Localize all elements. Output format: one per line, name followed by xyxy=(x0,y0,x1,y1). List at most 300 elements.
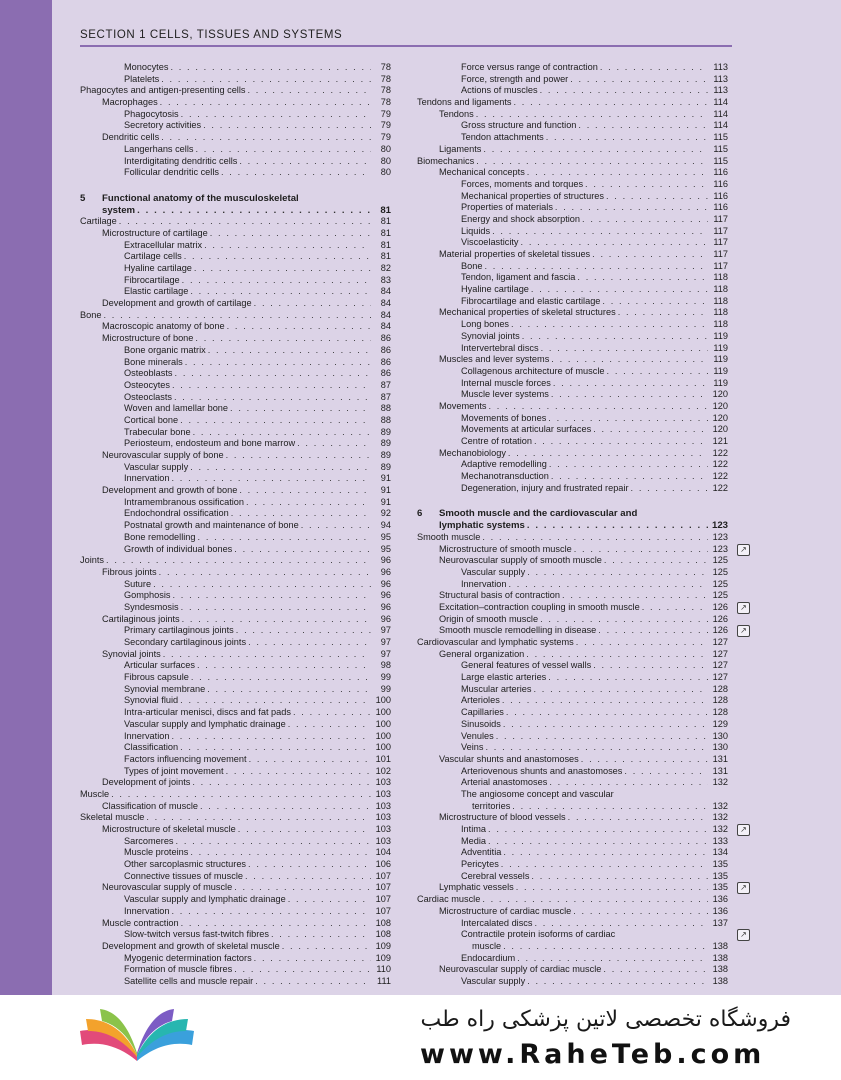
toc-entry-title: Types of joint movement xyxy=(124,765,224,776)
toc-entry[interactable] xyxy=(80,789,391,801)
toc-entry[interactable] xyxy=(417,976,728,988)
toc-page-number: 131 xyxy=(712,765,728,776)
toc-entry[interactable] xyxy=(417,436,728,448)
toc-entry[interactable] xyxy=(417,85,728,97)
dot-leader xyxy=(602,296,708,308)
dot-leader xyxy=(230,403,371,415)
toc-entry-title: Centre of rotation xyxy=(461,436,532,446)
toc-entry-title: Neurovascular supply of bone xyxy=(102,450,224,460)
toc-entry-title: Intramembranous ossification xyxy=(124,496,245,507)
toc-entry[interactable] xyxy=(80,847,391,859)
toc-entry[interactable] xyxy=(80,497,391,509)
toc-entry[interactable] xyxy=(80,62,391,74)
dot-leader xyxy=(182,614,371,626)
toc-entry[interactable] xyxy=(80,544,391,556)
toc-entry[interactable] xyxy=(417,378,728,390)
toc-entry[interactable] xyxy=(417,448,728,460)
toc-page-number: 103 xyxy=(375,777,391,788)
toc-entry[interactable] xyxy=(80,144,391,156)
toc-entry[interactable] xyxy=(80,120,391,132)
dot-leader xyxy=(548,672,708,684)
online-content-icon[interactable]: ↗ xyxy=(737,824,750,836)
toc-entry-title: Classification xyxy=(124,742,179,753)
toc-entry-title: Neurovascular supply of muscle xyxy=(102,882,233,893)
toc-entry[interactable] xyxy=(80,602,391,614)
toc-entry-title: Structural basis of contraction xyxy=(439,590,561,601)
toc-page-number: 86 xyxy=(380,368,391,379)
toc-page-number: 117 xyxy=(713,237,728,248)
toc-entry-title: Innervation xyxy=(124,905,170,916)
toc-entry[interactable] xyxy=(417,354,728,366)
dot-leader xyxy=(175,368,371,380)
toc-page-number: 118 xyxy=(713,272,728,283)
toc-entry[interactable] xyxy=(417,894,728,906)
toc-entry[interactable] xyxy=(417,567,728,579)
toc-entry[interactable] xyxy=(417,307,728,319)
toc-entry-title: Smooth muscle remodelling in disease xyxy=(439,625,597,636)
toc-entry[interactable] xyxy=(80,298,391,310)
toc-entry[interactable] xyxy=(417,520,728,532)
dot-leader xyxy=(593,424,708,436)
toc-entry[interactable] xyxy=(417,953,728,965)
toc-page-number: 81 xyxy=(380,227,391,238)
toc-page-number: 131 xyxy=(712,753,728,764)
dot-leader xyxy=(282,941,371,953)
toc-entry[interactable] xyxy=(80,894,391,906)
chapter-number: 5 xyxy=(80,192,86,204)
dot-leader xyxy=(234,964,371,976)
toc-entry[interactable] xyxy=(417,62,728,74)
section-header: SECTION 1 CELLS, TISSUES AND SYSTEMS xyxy=(80,29,343,41)
toc-entry[interactable] xyxy=(80,462,391,474)
toc-entry[interactable] xyxy=(417,167,728,179)
toc-page-number: 129 xyxy=(712,718,728,729)
dot-leader xyxy=(533,684,708,696)
toc-entry[interactable] xyxy=(417,660,728,672)
toc-entry[interactable] xyxy=(80,953,391,965)
toc-page-number: 109 xyxy=(375,940,391,951)
toc-entry[interactable] xyxy=(80,976,391,988)
toc-entry[interactable] xyxy=(80,555,391,567)
toc-entry[interactable] xyxy=(417,191,728,203)
toc-entry[interactable] xyxy=(417,543,747,556)
online-content-icon[interactable]: ↗ xyxy=(737,929,750,941)
toc-entry[interactable] xyxy=(417,132,728,144)
dot-leader xyxy=(512,801,708,813)
dot-leader xyxy=(254,953,371,965)
toc-page-number: 87 xyxy=(380,391,391,402)
toc-entry[interactable] xyxy=(80,766,391,778)
toc-entry-title: Fibrous capsule xyxy=(124,672,189,683)
toc-entry[interactable] xyxy=(417,964,728,976)
online-content-icon[interactable]: ↗ xyxy=(737,882,750,894)
toc-page-number: 87 xyxy=(380,379,391,390)
toc-entry-title: Muscle lever systems xyxy=(461,389,549,400)
toc-entry[interactable] xyxy=(417,424,728,436)
toc-entry-title: Innervation xyxy=(124,473,170,484)
toc-page-number: 88 xyxy=(380,403,391,414)
dot-leader xyxy=(592,249,708,261)
toc-page-number: 118 xyxy=(713,284,728,295)
toc-entry[interactable] xyxy=(417,824,747,836)
toc-entry[interactable] xyxy=(80,742,391,754)
toc-entry[interactable] xyxy=(417,801,728,813)
toc-entry[interactable] xyxy=(417,672,728,684)
toc-page-number: 126 xyxy=(712,613,728,624)
toc-entry[interactable] xyxy=(80,695,391,707)
dot-leader xyxy=(482,894,708,906)
toc-entry[interactable] xyxy=(417,74,728,86)
toc-entry-title: Ligaments xyxy=(439,143,482,154)
toc-page-number: 106 xyxy=(375,859,391,870)
toc-entry[interactable] xyxy=(80,707,391,719)
toc-entry-title: territories xyxy=(472,800,511,811)
toc-entry-title: Tendons and ligaments xyxy=(417,97,512,108)
toc-entry[interactable] xyxy=(417,707,728,719)
online-content-icon[interactable]: ↗ xyxy=(737,625,750,637)
toc-entry[interactable] xyxy=(417,555,728,567)
toc-entry-title: Cardiac muscle xyxy=(417,894,481,905)
toc-entry[interactable] xyxy=(80,731,391,743)
toc-entry-title: Excitation–contraction coupling in smooth muscle xyxy=(439,601,640,612)
toc-entry[interactable] xyxy=(80,333,391,345)
toc-entry[interactable] xyxy=(80,929,391,941)
toc-entry[interactable] xyxy=(80,508,391,520)
toc-page-number: 103 xyxy=(375,835,391,846)
toc-entry[interactable] xyxy=(80,485,391,497)
toc-entry[interactable] xyxy=(417,214,728,226)
toc-entry[interactable] xyxy=(80,649,391,661)
dot-leader xyxy=(103,310,371,322)
toc-entry-title: Vascular supply and lymphatic drainage xyxy=(124,894,286,905)
toc-entry[interactable] xyxy=(417,483,728,495)
toc-entry[interactable] xyxy=(417,789,728,801)
toc-entry[interactable] xyxy=(417,941,728,953)
toc-entry[interactable] xyxy=(417,590,728,602)
toc-page-number: 127 xyxy=(712,672,728,683)
toc-entry[interactable] xyxy=(80,167,391,179)
toc-entry[interactable] xyxy=(417,249,728,261)
chapter-title: Functional anatomy of the musculoskeletal xyxy=(102,192,299,204)
toc-entry[interactable] xyxy=(417,272,728,284)
toc-entry[interactable] xyxy=(80,216,391,228)
toc-entry-title: Development of joints xyxy=(102,777,191,788)
toc-page-number: 117 xyxy=(713,213,728,224)
toc-entry[interactable] xyxy=(80,672,391,684)
toc-entry[interactable] xyxy=(417,156,728,168)
toc-page-number: 96 xyxy=(380,601,391,612)
toc-entry[interactable] xyxy=(80,579,391,591)
toc-entry[interactable] xyxy=(80,427,391,439)
toc-entry[interactable] xyxy=(80,132,391,144)
toc-entry[interactable] xyxy=(80,836,391,848)
toc-entry[interactable] xyxy=(417,319,728,331)
toc-entry[interactable] xyxy=(80,801,391,813)
dot-leader xyxy=(203,120,371,132)
toc-page-number: 104 xyxy=(375,847,391,858)
toc-entry[interactable] xyxy=(417,284,728,296)
dot-leader xyxy=(195,144,371,156)
dot-leader xyxy=(521,237,708,249)
toc-entry[interactable] xyxy=(417,847,728,859)
toc-entry[interactable] xyxy=(80,812,391,824)
toc-entry[interactable] xyxy=(417,261,728,273)
toc-entry[interactable] xyxy=(80,625,391,637)
toc-entry[interactable] xyxy=(417,777,728,789)
toc-entry-title: The angiosome concept and vascular xyxy=(461,788,614,799)
dot-leader xyxy=(293,707,371,719)
toc-entry-title: Arterial anastomoses xyxy=(461,777,548,788)
toc-entry[interactable] xyxy=(80,906,391,918)
toc-entry[interactable] xyxy=(80,357,391,369)
toc-entry[interactable] xyxy=(417,695,728,707)
toc-entry[interactable] xyxy=(417,731,728,743)
toc-entry[interactable] xyxy=(80,871,391,883)
toc-entry-title: Cartilage cells xyxy=(124,251,182,262)
toc-entry[interactable] xyxy=(80,415,391,427)
toc-entry[interactable] xyxy=(80,590,391,602)
toc-page-number: 89 xyxy=(380,426,391,437)
toc-page-number: 116 xyxy=(713,202,728,213)
dot-leader xyxy=(540,614,708,626)
chapter-heading xyxy=(417,508,728,520)
toc-entry-title: Mechanical concepts xyxy=(439,167,525,178)
toc-entry[interactable] xyxy=(417,742,728,754)
toc-entry-title: Suture xyxy=(124,578,152,589)
toc-entry[interactable] xyxy=(80,403,391,415)
toc-entry[interactable] xyxy=(417,471,728,483)
toc-page-number: 132 xyxy=(712,812,728,823)
toc-entry[interactable] xyxy=(417,754,728,766)
toc-entry[interactable] xyxy=(417,637,728,649)
toc-entry[interactable] xyxy=(80,859,391,871)
toc-entry[interactable] xyxy=(80,368,391,380)
toc-page-number: 103 xyxy=(375,824,391,834)
toc-entry[interactable] xyxy=(80,684,391,696)
dot-leader xyxy=(184,251,371,263)
toc-entry[interactable] xyxy=(80,321,391,333)
chapter-number: 6 xyxy=(417,508,423,520)
toc-page-number: 88 xyxy=(380,414,391,425)
toc-entry-title: Bone minerals xyxy=(124,356,183,367)
toc-entry[interactable] xyxy=(80,567,391,579)
toc-page-number: 99 xyxy=(380,683,391,694)
toc-entry-title: Microstructure of cartilage xyxy=(102,227,208,238)
dot-leader xyxy=(161,74,371,86)
dot-leader xyxy=(517,953,708,965)
toc-page-number: 114 xyxy=(713,120,728,131)
open-book-logo-icon xyxy=(72,1005,202,1067)
toc-entry[interactable] xyxy=(80,286,391,298)
toc-entry[interactable] xyxy=(80,263,391,275)
toc-page-number: 97 xyxy=(380,625,391,636)
toc-entry[interactable] xyxy=(80,882,391,894)
dot-leader xyxy=(185,357,371,369)
toc-entry-title: Elastic cartilage xyxy=(124,286,189,297)
toc-entry[interactable] xyxy=(417,144,728,156)
toc-entry[interactable] xyxy=(80,637,391,649)
toc-page-number: 121 xyxy=(712,436,728,446)
toc-page-number: 89 xyxy=(380,461,391,472)
toc-entry-title: Development and growth of bone xyxy=(102,485,238,496)
toc-page-number: 96 xyxy=(380,613,391,624)
toc-page-number: 114 xyxy=(713,97,728,108)
toc-entry[interactable] xyxy=(417,401,728,413)
toc-entry[interactable] xyxy=(80,392,391,404)
toc-entry[interactable] xyxy=(417,120,728,132)
toc-entry[interactable] xyxy=(80,450,391,462)
toc-entry[interactable] xyxy=(80,156,391,168)
toc-entry[interactable] xyxy=(80,438,391,450)
toc-entry-title: Intervertebral discs xyxy=(461,342,539,353)
toc-entry[interactable] xyxy=(417,202,728,214)
toc-page-number: 123 xyxy=(711,520,728,532)
toc-entry-title: Trabecular bone xyxy=(124,426,191,437)
dot-leader xyxy=(527,976,708,988)
toc-entry[interactable] xyxy=(417,918,728,930)
dot-leader xyxy=(239,156,371,168)
toc-entry[interactable] xyxy=(417,882,747,894)
toc-page-number: 94 xyxy=(380,520,391,531)
dot-leader xyxy=(297,438,371,450)
toc-entry[interactable] xyxy=(417,579,728,591)
toc-entry[interactable] xyxy=(417,413,728,425)
toc-entry[interactable] xyxy=(80,473,391,485)
toc-entry[interactable] xyxy=(417,331,728,343)
toc-entry[interactable] xyxy=(417,625,747,637)
toc-page-number: 79 xyxy=(380,108,391,119)
dot-leader xyxy=(492,226,708,238)
toc-page-number: 130 xyxy=(712,742,728,753)
toc-entry[interactable] xyxy=(80,532,391,544)
toc-entry[interactable] xyxy=(80,520,391,532)
online-content-icon[interactable]: ↗ xyxy=(737,602,750,614)
dot-leader xyxy=(502,695,708,707)
toc-entry[interactable] xyxy=(417,459,728,471)
toc-entry[interactable] xyxy=(80,240,391,252)
header-rule xyxy=(80,45,732,47)
toc-page-number: 80 xyxy=(380,143,391,154)
dot-leader xyxy=(271,929,371,941)
toc-entry[interactable] xyxy=(80,660,391,672)
toc-entry[interactable] xyxy=(80,964,391,976)
toc-entry-title: Venules xyxy=(461,730,494,741)
toc-entry[interactable] xyxy=(80,310,391,322)
toc-entry[interactable] xyxy=(80,345,391,357)
toc-entry[interactable] xyxy=(417,766,728,778)
toc-page-number: 135 xyxy=(712,870,728,881)
toc-entry-title: Hyaline cartilage xyxy=(124,263,192,273)
toc-entry[interactable] xyxy=(417,836,728,848)
toc-entry-title: Syndesmosis xyxy=(124,601,179,612)
toc-entry[interactable] xyxy=(417,684,728,696)
dot-leader xyxy=(534,436,708,448)
toc-page-number: 128 xyxy=(712,683,728,694)
dot-leader xyxy=(137,205,371,217)
toc-entry[interactable] xyxy=(80,754,391,766)
toc-page-number: 135 xyxy=(712,859,728,870)
toc-entry[interactable] xyxy=(80,380,391,392)
toc-entry[interactable] xyxy=(417,614,728,626)
toc-page-number: 100 xyxy=(375,695,391,706)
toc-entry-title: Skeletal muscle xyxy=(80,812,145,823)
dot-leader xyxy=(573,906,708,918)
toc-entry[interactable] xyxy=(80,777,391,789)
toc-entry[interactable] xyxy=(80,275,391,287)
toc-entry[interactable] xyxy=(80,941,391,953)
toc-entry[interactable] xyxy=(417,929,747,941)
toc-entry-title: Muscles and lever systems xyxy=(439,354,550,365)
toc-page-number: 122 xyxy=(712,459,728,470)
toc-entry[interactable] xyxy=(417,237,728,249)
toc-entry[interactable] xyxy=(80,109,391,121)
dot-leader xyxy=(562,590,708,602)
toc-entry[interactable] xyxy=(417,179,728,191)
toc-page-number: 78 xyxy=(380,85,391,96)
toc-entry[interactable] xyxy=(417,719,728,731)
toc-entry[interactable] xyxy=(417,343,728,355)
toc-entry-title: Microstructure of cardiac muscle xyxy=(439,905,572,916)
dot-leader xyxy=(174,392,371,404)
toc-entry[interactable] xyxy=(80,614,391,626)
toc-entry[interactable] xyxy=(417,812,728,824)
toc-entry-title: Mechanobiology xyxy=(439,447,506,458)
toc-entry-title: Actions of muscles xyxy=(461,85,538,96)
dot-leader xyxy=(553,378,708,390)
toc-entry-title: Arterioles xyxy=(461,695,500,706)
toc-entry[interactable] xyxy=(80,205,391,217)
toc-entry[interactable] xyxy=(417,366,728,378)
toc-entry[interactable] xyxy=(417,97,728,109)
toc-entry[interactable] xyxy=(80,251,391,263)
dot-leader xyxy=(236,625,371,637)
toc-entry[interactable] xyxy=(80,918,391,930)
dot-leader xyxy=(197,660,371,672)
dot-leader xyxy=(568,812,708,824)
dot-leader xyxy=(618,307,708,319)
toc-entry[interactable] xyxy=(80,97,391,109)
toc-entry[interactable] xyxy=(417,649,728,661)
toc-page-number: 92 xyxy=(380,508,391,519)
toc-entry[interactable] xyxy=(80,85,391,97)
toc-entry[interactable] xyxy=(417,601,747,614)
toc-entry[interactable] xyxy=(417,906,728,918)
dot-leader xyxy=(288,719,371,731)
toc-entry-title: Development and growth of cartilage xyxy=(102,298,252,309)
toc-page-number: 78 xyxy=(380,62,391,72)
toc-entry[interactable] xyxy=(417,871,728,883)
toc-page-number: 117 xyxy=(713,249,728,259)
toc-entry[interactable] xyxy=(417,532,728,544)
toc-entry[interactable] xyxy=(417,226,728,238)
toc-entry[interactable] xyxy=(80,824,391,836)
toc-entry-title: Pericytes xyxy=(461,859,499,870)
toc-entry[interactable] xyxy=(417,296,728,308)
dot-leader xyxy=(119,216,371,228)
toc-entry[interactable] xyxy=(417,389,728,401)
toc-entry[interactable] xyxy=(80,74,391,86)
toc-entry-title: Adventitia xyxy=(461,847,502,858)
toc-entry[interactable] xyxy=(417,859,728,871)
toc-entry-title: Mechanical properties of structures xyxy=(461,190,604,201)
toc-entry[interactable] xyxy=(417,109,728,121)
toc-entry[interactable] xyxy=(80,719,391,731)
online-content-icon[interactable]: ↗ xyxy=(737,544,750,556)
toc-entry[interactable] xyxy=(80,228,391,240)
toc-page-number: 81 xyxy=(380,251,391,262)
toc-entry-title: Sinusoids xyxy=(461,718,501,729)
toc-page-number: 120 xyxy=(712,400,728,411)
